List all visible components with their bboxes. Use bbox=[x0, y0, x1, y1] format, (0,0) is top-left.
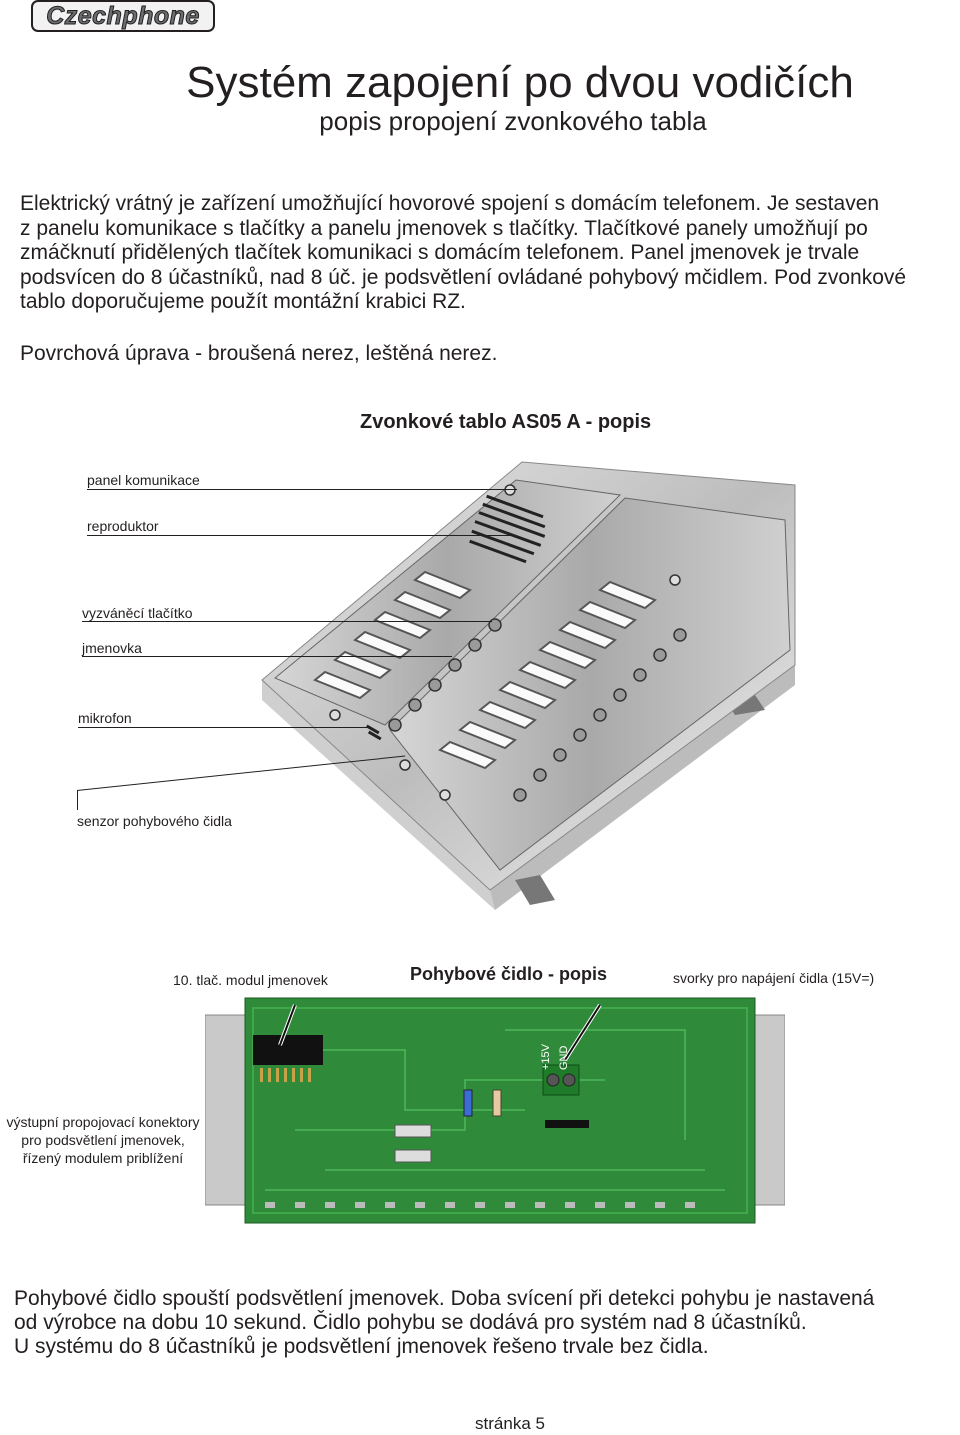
callout-connectors-line: výstupní propojovací konektory bbox=[6, 1114, 200, 1130]
callout-connectors-line: pro podsvětlení jmenovek, bbox=[21, 1132, 185, 1148]
callout-senzor: senzor pohybového čidla bbox=[77, 813, 232, 829]
intro-line: z panelu komunikace s tlačítky a panelu jmenovek s tlačítky. Tlačítkové panely umožňují po bbox=[20, 216, 868, 240]
terminal-label-15v: +15V bbox=[540, 1044, 552, 1070]
panel-section-heading: Zvonkové tablo AS05 A - popis bbox=[360, 411, 652, 433]
brand-logo-text: Czechphone bbox=[46, 1, 200, 30]
sensor-board-figure bbox=[205, 990, 785, 1230]
callout-svorky: svorky pro napájení čidla (15V=) bbox=[673, 970, 875, 986]
bottom-line: od výrobce na dobu 10 sekund. Čidlo pohybu se dodává pro systém nad 8 účastníků. bbox=[14, 1311, 807, 1334]
door-panel-illustration bbox=[200, 410, 805, 930]
intro-line: Elektrický vrátný je zařízení umožňující hovorové spojení s domácím telefonem. Je sestaven bbox=[20, 192, 880, 215]
callout-connectors-line: řízený modulem priblížení bbox=[22, 1150, 184, 1166]
callout-mikrofon: mikrofon bbox=[78, 710, 132, 726]
page-number: stránka 5 bbox=[475, 1414, 545, 1433]
callout-vyzvaneci-tlacitko: vyzváněcí tlačítko bbox=[82, 605, 193, 621]
callout-line bbox=[82, 656, 452, 657]
callout-line bbox=[82, 621, 492, 622]
sensor-board-illustration bbox=[205, 990, 785, 1230]
callout-jmenovka: jmenovka bbox=[82, 640, 142, 656]
callout-line bbox=[87, 535, 512, 536]
page-title: Systém zapojení po dvou vodičích bbox=[186, 58, 854, 107]
intro-paragraph bbox=[20, 192, 960, 315]
callout-panel-komunikace: panel komunikace bbox=[87, 472, 200, 488]
callout-line bbox=[78, 727, 368, 728]
callout-line bbox=[87, 489, 517, 490]
intro-line: tablo doporučujeme použít montážní krabici RZ. bbox=[20, 290, 466, 313]
bottom-line: U systému do 8 účastníků je podsvětlení jmenovek řešeno trvale bez čidla. bbox=[14, 1335, 709, 1358]
page-subtitle: popis propojení zvonkového tabla bbox=[319, 106, 707, 136]
door-panel-figure bbox=[200, 410, 805, 930]
intro-line: zmáčknutí přidělených tlačítek komunikaci s domácím telefonem. Panel jmenovek je trvale bbox=[20, 241, 860, 264]
callout-tlac-modul: 10. tlač. modul jmenovek bbox=[173, 972, 328, 988]
surface-finish-text: Povrchová úprava - broušená nerez, leštěná nerez. bbox=[20, 342, 498, 365]
callout-reproduktor: reproduktor bbox=[87, 518, 159, 534]
callout-line bbox=[77, 790, 78, 810]
terminal-label-gnd: GND bbox=[558, 1045, 570, 1070]
intro-line: podsvícen do 8 účastníků, nad 8 úč. je podsvětlení ovládané pohybový mčidlem. Pod zvonkové bbox=[20, 265, 907, 289]
bottom-line: Pohybové čidlo spouští podsvětlení jmenovek. Doba svícení při detekci pohybu je nastavená bbox=[14, 1287, 875, 1310]
callout-connectors bbox=[0, 1113, 206, 1167]
bottom-paragraph bbox=[14, 1287, 954, 1359]
sensor-section-heading: Pohybové čidlo - popis bbox=[410, 964, 608, 984]
brand-logo bbox=[31, 0, 215, 32]
